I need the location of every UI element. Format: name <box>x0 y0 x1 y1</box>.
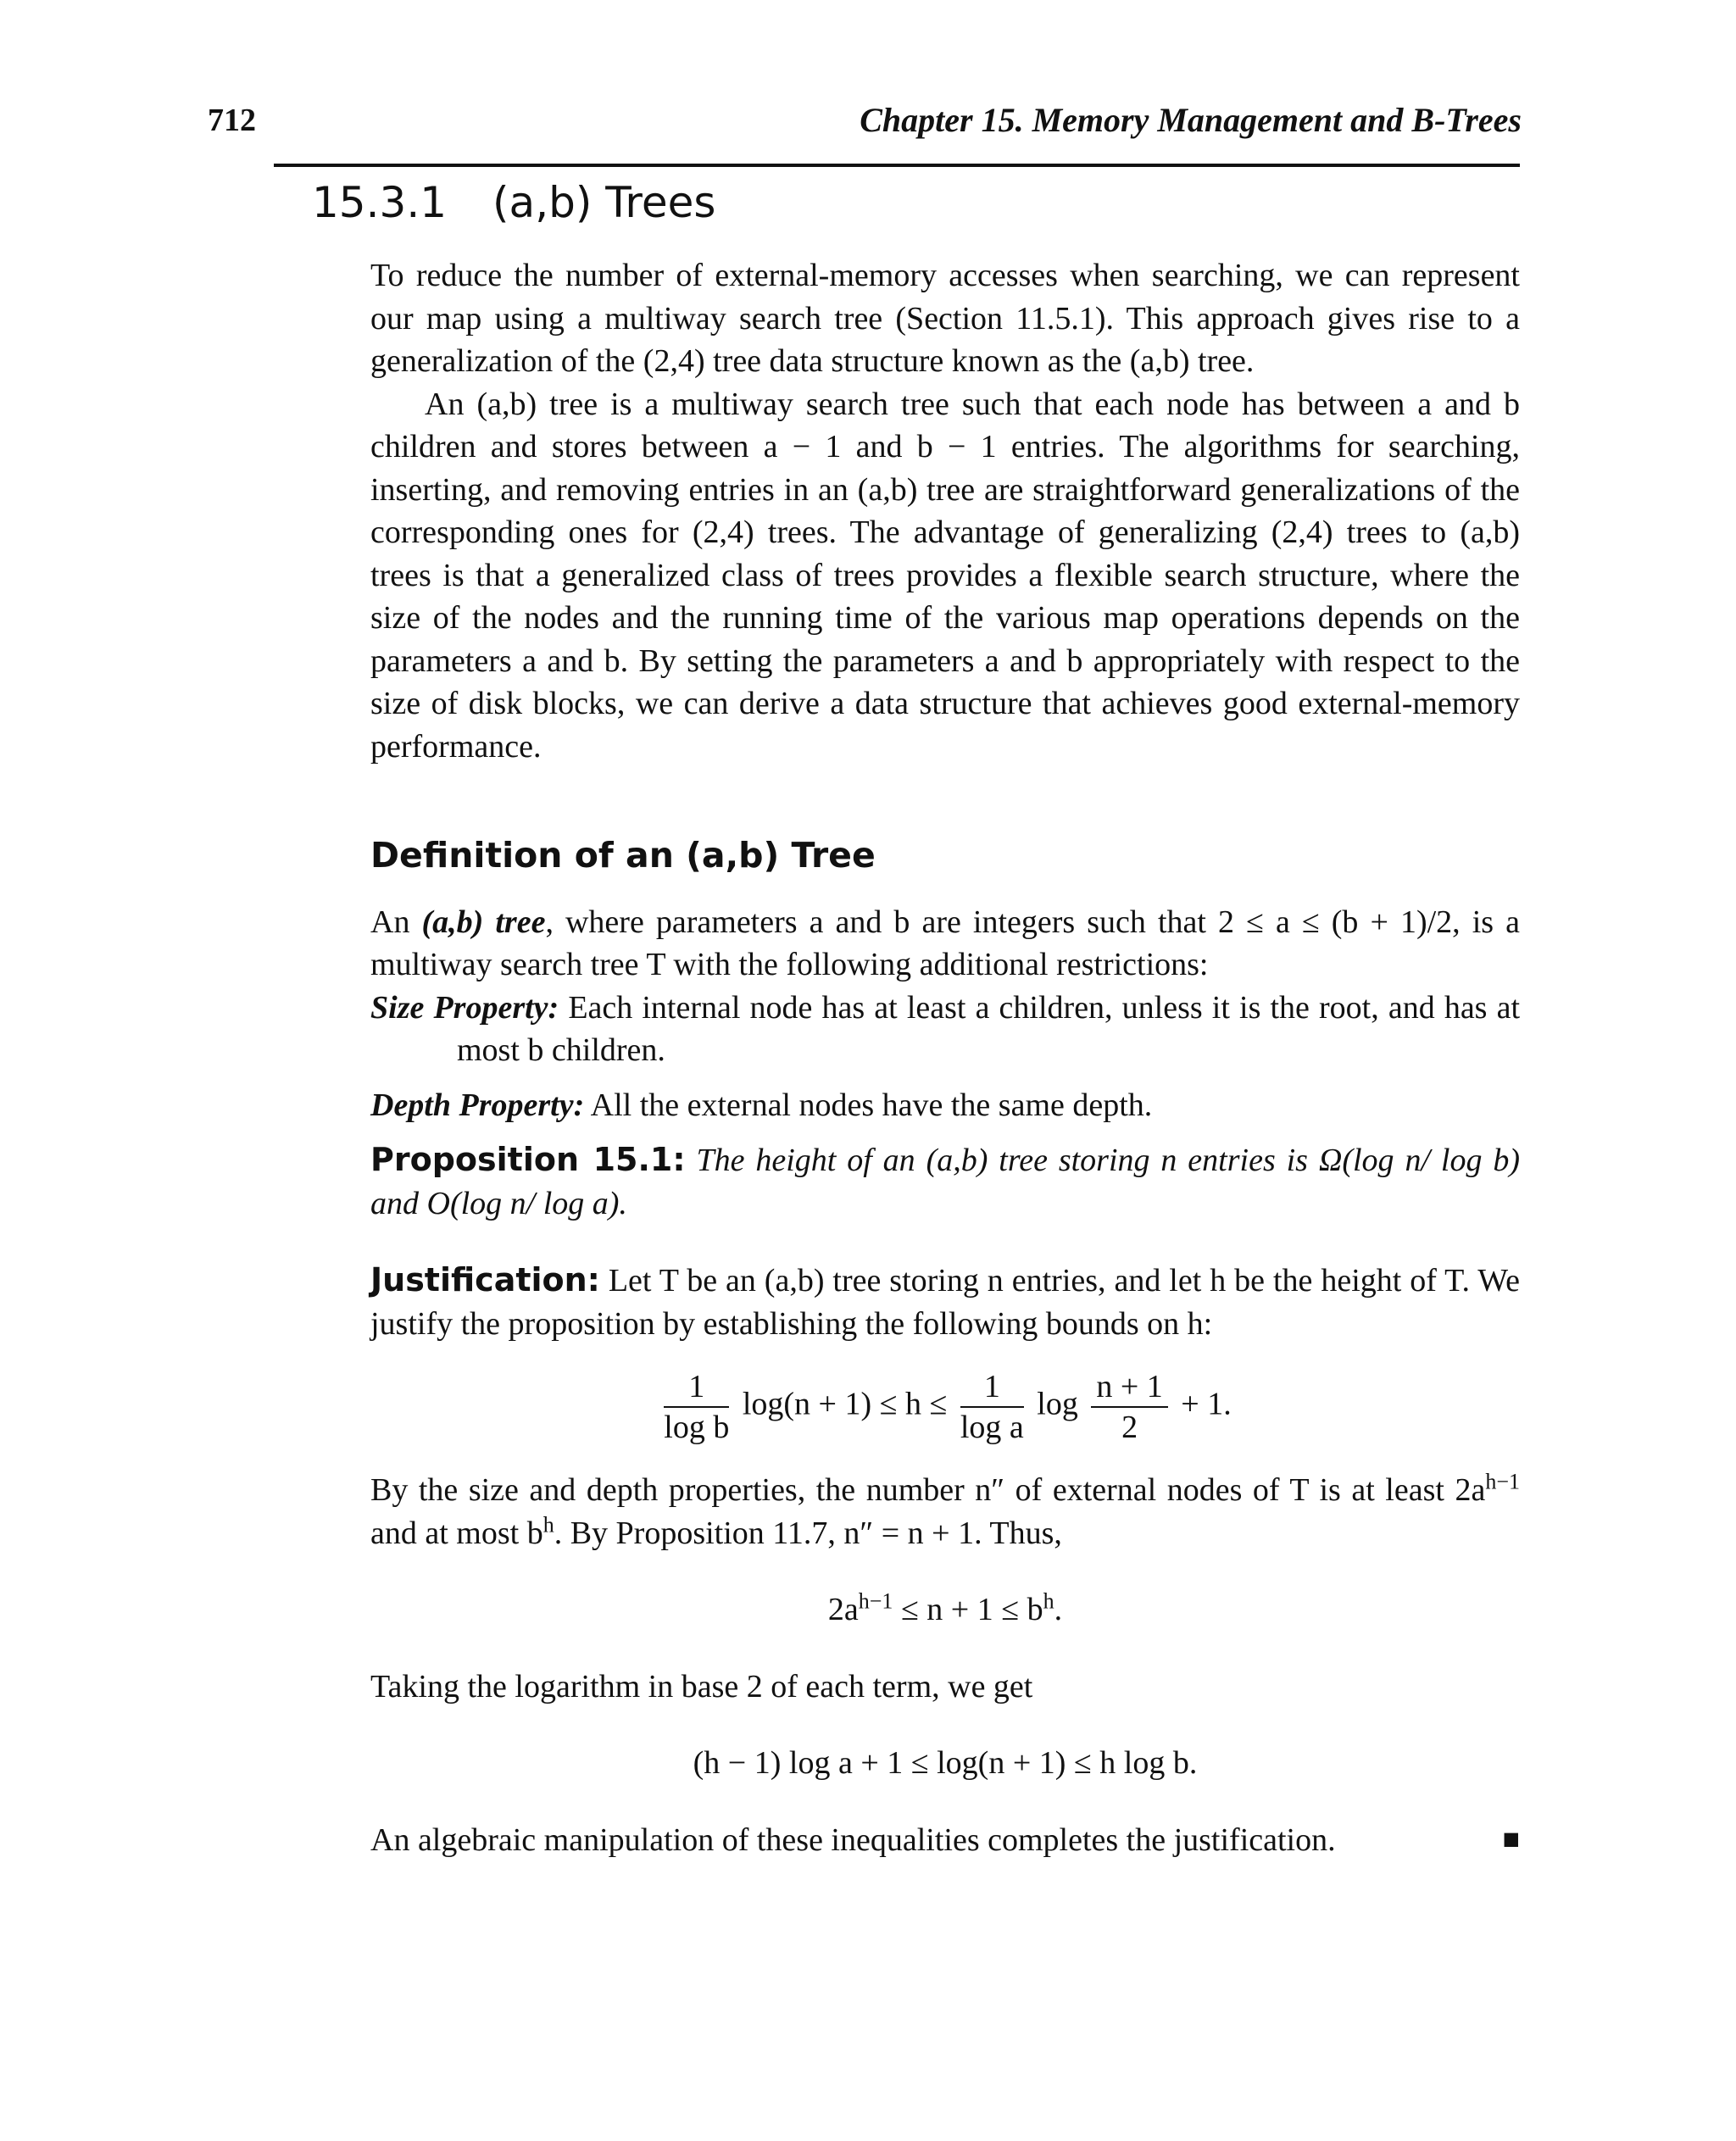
fraction-1-num: 1 <box>664 1367 729 1408</box>
size-property-text: Each internal node has at least a children, unless it is the root, and has at most b children. <box>457 989 1521 1068</box>
definition-intro-pre: An <box>370 904 422 940</box>
eq2-b: ≤ n + 1 ≤ b <box>893 1592 1043 1627</box>
equation-log: log <box>1037 1386 1078 1422</box>
eq2-a: 2a <box>827 1592 859 1627</box>
justification-text: Let T be an (a,b) tree storing n entries, and let h be the height of T. We justify the proposition by establishing the following bounds on h: <box>370 1263 1520 1342</box>
justification-label: Justification: <box>370 1261 600 1299</box>
page-number: 712 <box>208 103 256 138</box>
depth-property-label: Depth Property: <box>370 1087 585 1123</box>
justification-paragraph-2 <box>370 1469 1520 1554</box>
jp2-sup2: h <box>542 1511 554 1537</box>
size-property-label: Size Property: <box>370 989 559 1026</box>
fraction-2-den: log a <box>960 1410 1024 1445</box>
section-number: 15.3.1 <box>312 178 448 227</box>
proposition <box>370 1138 1520 1225</box>
jp2-sup1: h−1 <box>1485 1469 1520 1494</box>
definition-intro-post: , where parameters a and b are integers such that 2 ≤ a ≤ (b + 1)/2, is a multiway search tree T with the following additional restrictions: <box>370 904 1520 982</box>
fraction-2 <box>960 1367 1024 1447</box>
body-text <box>370 254 1520 1861</box>
eq2-sup1: h−1 <box>858 1588 893 1614</box>
size-property <box>370 987 1520 1072</box>
equation-tail: + 1. <box>1181 1386 1232 1422</box>
depth-property <box>370 1084 1520 1127</box>
paragraph-1: To reduce the number of external-memory accesses when searching, we can represent our map using a multiway search tree (Section 11.5.1). This approach gives rise to a generalization of the (2,4) tree data structure known as the (a,b) tree. <box>370 258 1520 379</box>
definition-heading: Definition of an (a,b) Tree <box>370 835 876 876</box>
running-title: Chapter 15. Memory Management and B-Trees <box>860 101 1522 139</box>
fraction-3-den: 2 <box>1121 1410 1138 1445</box>
definition-intro <box>370 901 1520 987</box>
fraction-1 <box>664 1367 729 1447</box>
jp2-c: . By Proposition 11.7, n″ = n + 1. Thus, <box>554 1515 1062 1551</box>
proposition-label: Proposition 15.1: <box>370 1141 686 1178</box>
equation-exponential <box>370 1588 1520 1632</box>
equation-bounds <box>370 1367 1520 1447</box>
fraction-2-num: 1 <box>960 1367 1024 1408</box>
jp2-b: and at most b <box>370 1515 543 1551</box>
paragraph-2: An (a,b) tree is a multiway search tree such that each node has between a and b children and stores between a − 1 and b − 1 entries. The algorithms for searching, inserting, and removing entries in an (a,b) tree are straightforward generalizations of the corresponding ones for (2,4) trees. The advantage of generalizing (2,4) trees to (a,b) trees is that a generalized class of trees provides a flexible search structure, where the size of the nodes and the running time of the various map operations depends on the parameters a and b. By setting the parameters a and b appropriately with respect to the size of disk blocks, we can derive a data structure that achieves good external-memory performance. <box>370 386 1520 765</box>
justification-paragraph-4 <box>370 1819 1520 1862</box>
fraction-1-den: log b <box>664 1410 730 1445</box>
qed-symbol: ■ <box>1502 1823 1520 1855</box>
equation-logarithm: (h − 1) log a + 1 ≤ log(n + 1) ≤ h log b. <box>693 1745 1198 1781</box>
equation-middle: log(n + 1) ≤ h ≤ <box>742 1386 948 1422</box>
section-title <box>312 178 715 227</box>
header-rule <box>274 164 1520 167</box>
jp2-a: By the size and depth properties, the number n″ of external nodes of T is at least 2a <box>370 1472 1486 1508</box>
section-title-text: (a,b) Trees <box>492 178 716 227</box>
eq2-sup2: h <box>1043 1588 1054 1614</box>
fraction-3 <box>1091 1367 1167 1447</box>
depth-property-text: All the external nodes have the same depth. <box>584 1087 1153 1123</box>
eq2-c: . <box>1054 1592 1063 1627</box>
justification-paragraph-3: Taking the logarithm in base 2 of each term, we get <box>370 1668 1033 1704</box>
justification <box>370 1259 1520 1345</box>
jp4-text: An algebraic manipulation of these inequalities completes the justification. <box>370 1821 1336 1858</box>
proposition-text: The height of an (a,b) tree storing n entries is Ω(log n/ log b) and O(log n/ log a). <box>370 1143 1520 1221</box>
fraction-3-num: n + 1 <box>1091 1367 1167 1408</box>
definition-term: (a,b) tree <box>421 904 546 940</box>
